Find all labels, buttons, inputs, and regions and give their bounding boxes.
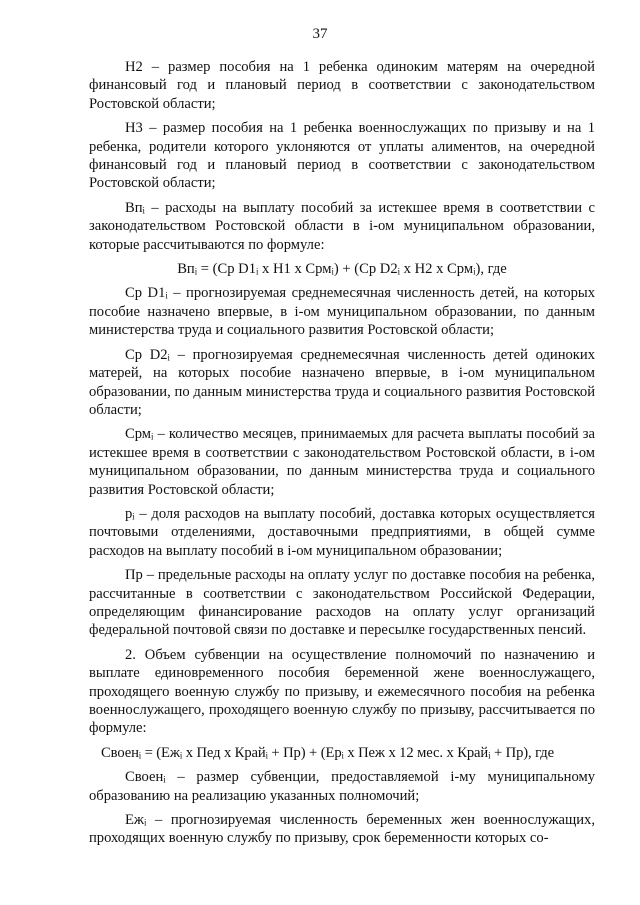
paragraph-p-definition: рᵢ – доля расходов на выплату пособий, доставка которых осуществляется почтовыми отделениями, доставочными предприятиями, в общей сумме расходов на выплату пособий в i-ом муниципальном образовании;: [89, 505, 595, 559]
paragraph-svoen-definition: Своенᵢ – размер субвенции, предоставляемой i-му муниципальному образованию на реализацию указанных полномочий;: [89, 769, 595, 804]
paragraph-vp-definition: Впᵢ – расходы на выплату пособий за истекшее время в соответствии с законодательством Ростовской области в i-ом муниципальном образовании, которые рассчитываются по формуле:: [89, 199, 595, 253]
paragraph-section-2: 2. Объем субвенции на осуществление полномочий по назначению и выплате единовременного пособия беременной жене военнослужащего, проходящего военную службу по призыву, и ежемесячного пособия на ребенка военнослужащего, проходящего военную службу по призыву, рассчитывается по формуле:: [89, 646, 595, 737]
paragraph-crm-definition: Срмᵢ – количество месяцев, принимаемых для расчета выплаты пособий за истекшее время в соответствии с законодательством Ростовской области, в i-ом муниципальном образовании, по данным министерства труда и социального развития Ростовской области;: [89, 426, 595, 498]
paragraph-cp-d1-definition: Ср D1ᵢ – прогнозируемая среднемесячная численность детей, на которых пособие назначено впервые, в i-ом муниципальном образовании, по данным министерства труда и социального развития Ростовской области;: [89, 285, 595, 339]
paragraph-pr-definition: Пр – предельные расходы на оплату услуг по доставке пособия на ребенка, рассчитанные в соответствии с законодательством Российской Федерации, определяющим финансирование расходов на оплату услуг организаций федеральной почтовой связи по доставке и пересылке государственных пенсий.: [89, 567, 595, 639]
paragraph-ezh-definition: Ежᵢ – прогнозируемая численность беременных жен военнослужащих, проходящих военную службу по призыву, срок беременности которых со-: [89, 812, 595, 847]
formula-vp: Впᵢ = (Ср D1ᵢ x Н1 x Срмᵢ) + (Ср D2ᵢ x Н2 x Срмᵢ), где: [177, 261, 507, 278]
paragraph-n3-definition: Н3 – размер пособия на 1 ребенка военнослужащих по призыву и на 1 ребенка, родители которого уклоняются от уплаты алиментов, на очередной финансовый год и плановый период в соответствии с законодательством Ростовской области;: [89, 120, 595, 192]
paragraph-cp-d2-definition: Ср D2ᵢ – прогнозируемая среднемесячная численность детей одиноких матерей, на которых пособие назначено впервые, в i-ом муниципальном образовании, по данным министерства труда и социального развития Ростовской области;: [89, 346, 595, 418]
paragraph-n2-definition: Н2 – размер пособия на 1 ребенка одиноким матерям на очередной финансовый год и плановый период в соответствии с законодательством Ростовской области;: [89, 59, 595, 112]
document-body: [89, 58, 595, 854]
page-number: 37: [312, 26, 328, 42]
formula-svoen: Своенᵢ = (Ежᵢ x Пед x Крайᵢ + Пр) + (Ерᵢ x Пеж x 12 мес. x Крайᵢ + Пр), где: [101, 744, 555, 761]
